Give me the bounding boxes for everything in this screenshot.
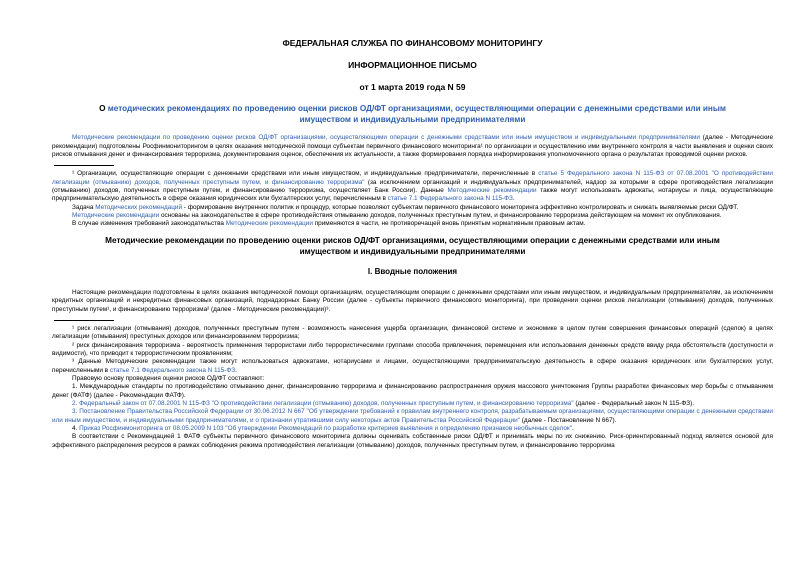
title-link[interactable]: методических рекомендациях по проведению оценки рисков ОД/ФТ организациями, осуществляющими операции с денежными средствами или иным имуществом и индивидуальными предпринимателями xyxy=(107,104,726,125)
resolution-667-link[interactable]: 3. Постановление Правительства Российской Федерации от 30.06.2012 N 667 "Об утверждении требований к правилам внутреннего контроля, разрабатываемым организациями, осуществляющими операции с денежными средствами или иным имуществом, и индивидуальными предпринимателями, и о признании утратившими силу некоторых актов Правительства Российской Федерации" xyxy=(52,408,773,424)
section-paragraph-1: Настоящие рекомендации подготовлены в целях оказания методической помощи организациям, осуществляющим операции с денежными средствами или иным имуществом, и индивидуальным предпринимателям, за исключением кредитных организаций и некредитных финансовых организаций, поднадзорных Банку России (далее - субъекты первичного финансового мониторинга), при проведении оценки рисков легализации (отмывания) доходов, полученных преступным путем¹, и финансированию терроризма² (далее - Методические рекомендации)³. xyxy=(52,289,773,313)
law-115-article-7-1-link[interactable]: статье 7.1 Федерального закона N 115-ФЗ xyxy=(387,195,513,203)
footnote-divider xyxy=(54,165,114,166)
legal-basis-item-1: 1. Международные стандарты по противодействию отмыванию денег, финансированию терроризма и финансированию распространения оружия массового уничтожения Группы разработки финансовых мер борьбы с отмыванием денег (ФАТФ) (далее - Рекомендации ФАТФ). xyxy=(52,383,773,399)
intro-paragraph-1: Методические рекомендации по проведению оценки рисков ОД/ФТ организациями, осуществляющими операции с денежными средствами или иным имуществом и индивидуальными предпринимателями (далее - Методические рекомендации) подготовлены Росфинмониторингом в целях оказания методической помощи субъектам первичного финансового мониторинга¹ по организации и осуществлению ими внутреннего контроля в части выявления и оценки своих рисков отмывания денег и финансирования терроризма, документирования оценок, обеспечения их актуальности, а также формирования порядка информирования уполномоченного органа о результатах проводимой оценки рисков. xyxy=(52,134,773,158)
section-title: Методические рекомендации по проведению оценки рисков ОД/ФТ организациями, осуществляющими операции с денежными средствами или иным имуществом и индивидуальными предпринимателями xyxy=(105,235,720,256)
intro-paragraph-4: В случае изменения требований законодательства Методические рекомендации применяются в части, не противоречащей вновь принятым нормативным правовым актам. xyxy=(72,220,586,228)
document-date: от 1 марта 2019 года N 59 xyxy=(359,82,466,93)
law-115-article-5-link[interactable]: статье 5 Федерального закона N 115-ФЗ от 07.08.2001 "О противодействии легализации (отмыванию) доходов, полученных преступным путем, и финансированию терроризма" xyxy=(52,170,773,186)
footnote-divider-2 xyxy=(54,320,114,321)
law-115-article-7-1-link-2[interactable]: статье 7.1 Федерального закона N 115-ФЗ xyxy=(109,366,236,374)
chapter-heading: I. Вводные положения xyxy=(367,266,458,276)
intro-paragraph-2: Задача Методических рекомендаций - формирование внутренних политик и процедур, которые позволяют субъектам первичного финансового мониторинга эффективно контролировать и снижать выявляемые риски ОД/ФТ. xyxy=(72,203,739,211)
legal-basis-item-4: 4. Приказ Росфинмониторинга от 08.05.2009 N 103 "Об утверждении Рекомендаций по разработке критериев выявления и определению признаков необычных сделок". xyxy=(72,424,574,432)
recommendations-link-3[interactable]: Методических рекомендаций xyxy=(95,203,183,211)
legal-basis-intro: Правовую основу проведения оценки рисков ОД/ФТ составляют: xyxy=(72,375,265,383)
section-footnote-1: ¹ риск легализации (отмывания) доходов, полученных преступным путем - возможность нанесения ущерба организации, финансовой системе и экономике в целом путем совершения финансовых операций (сделок) в целях легализации (отмывания) преступных доходов или финансированием терроризма; xyxy=(52,325,773,341)
order-103-link[interactable]: Приказ Росфинмониторинга от 08.05.2009 N 103 "Об утверждении Рекомендаций по разработке критериев выявления и определению признаков необычных сделок" xyxy=(79,424,572,432)
legal-basis-item-3: 3. Постановление Правительства Российской Федерации от 30.06.2012 N 667 "Об утверждении требований к правилам внутреннего контроля, разрабатываемым организациями, осуществляющими операции с денежными средствами или иным имуществом, и индивидуальными предпринимателями, и о признании утратившими силу некоторых актов Правительства Российской Федерации" (далее - Постановление N 667). xyxy=(52,408,773,424)
law-115-link[interactable]: 2. Федеральный закон от 07.08.2001 N 115-ФЗ "О противодействии легализации (отмыванию) доходов, полученных преступным путем, и финансированию терроризма" xyxy=(72,400,574,407)
document-type: ИНФОРМАЦИОННОЕ ПИСЬМО xyxy=(348,60,477,71)
section-paragraph-last: В соответствии с Рекомендацией 1 ФАТФ субъекты первичного финансового мониторинга должны оценивать собственные риски ОД/ФТ и принимать меры по их снижению. Риск-ориентированный подход является основой для эффективного распределения ресурсов в рамках соблюдения режима противодействия легализации (отмыванию) доходов, полученных преступным путем, и финансированию терроризма xyxy=(52,433,773,449)
legal-basis-item-2: 2. Федеральный закон от 07.08.2001 N 115-ФЗ "О противодействии легализации (отмыванию) доходов, полученных преступным путем, и финансированию терроризма" (далее - Федеральный закон N 115-ФЗ). xyxy=(72,400,695,407)
agency-name: ФЕДЕРАЛЬНАЯ СЛУЖБА ПО ФИНАНСОВОМУ МОНИТОРИНГУ xyxy=(282,38,543,48)
intro-paragraph-3: Методические рекомендации основаны на законодательстве в сфере противодействия отмыванию доходов, полученных преступным путем, и финансированию терроризма действующем на момент их опубликования. xyxy=(72,211,722,219)
recommendations-link[interactable]: Методические рекомендации по проведению оценки рисков ОД/ФТ организациями, осуществляющими операции с денежными средствами или иным имуществом и индивидуальными предпринимателями xyxy=(72,134,700,142)
intro-footnote-1: ¹ Организации, осуществляющие операции с денежными средствами или иным имуществом, и индивидуальные предприниматели, перечисленные в статье 5 Федерального закона N 115-ФЗ от 07.08.2001 "О противодействии легализации (отмыванию) доходов, полученных преступным путем, и финансированию терроризма" (за исключением организаций и индивидуальных предпринимателей, надзор за которыми в сфере противодействия легализации (отмыванию) доходов, полученных преступным путем, и финансированию терроризма, осуществляет Банк России). Данные Методические рекомендации также могут использовать адвокаты, нотариусы и лица, осуществляющие предпринимательскую деятельность в сфере оказания юридических или бухгалтерских услуг, перечисленным в статье 7.1 Федерального закона N 115-ФЗ. xyxy=(52,170,774,203)
section-footnote-3: ³ Данные Методические рекомендации также могут использоваться адвокатами, нотариусами и лицами, осуществляющими предпринимательскую деятельность в сфере оказания юридических или бухгалтерских услуг, перечисленными в статье 7.1 Федерального закона N 115-ФЗ. xyxy=(52,358,773,374)
recommendations-link-2[interactable]: Методические рекомендации xyxy=(447,186,537,194)
section-footnote-2: ² риск финансирования терроризма - вероятность применения террористами либо террористическими группами способа привлечения, перемещения или использования денежных средств ввиду ряда обстоятельств (доступности и видимости), что приводит к террористическим проявлениям; xyxy=(52,341,773,358)
recommendations-link-4[interactable]: Методические рекомендации xyxy=(72,211,160,219)
document-title: О методических рекомендациях по проведению оценки рисков ОД/ФТ организациями, осуществляющими операции с денежными средствами или иным имуществом и индивидуальными предпринимателями xyxy=(99,104,726,125)
recommendations-link-5[interactable]: Методические рекомендации xyxy=(225,220,313,228)
